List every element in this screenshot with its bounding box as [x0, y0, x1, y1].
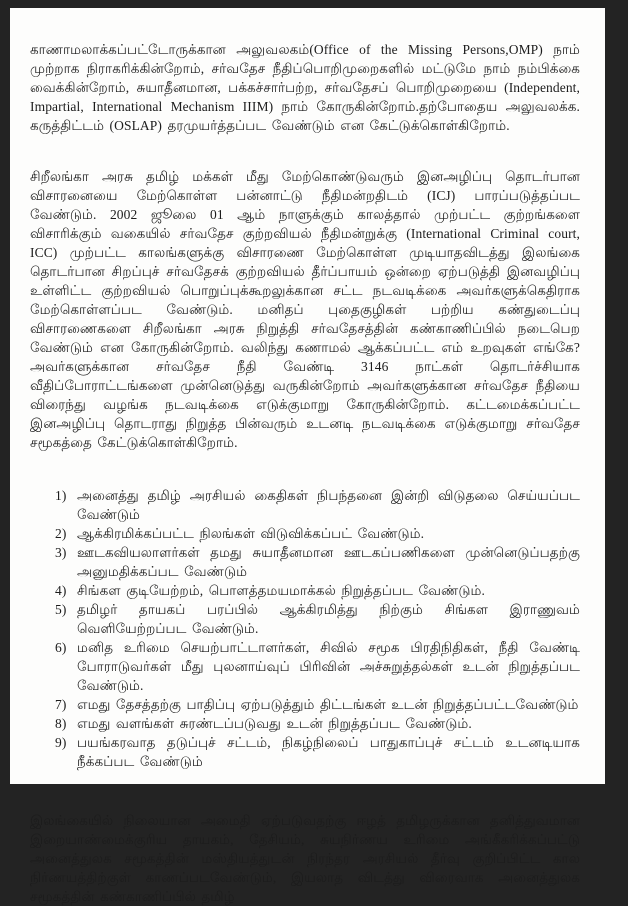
- demand-item-1: அனைத்து தமிழ் அரசியல் கைதிகள் நிபந்தனை இன்றி விடுதலை செய்யப்பட வேண்டும்: [77, 488, 580, 522]
- paragraph-political-solution: இலங்கையில் நிலையான அமைதி ஏற்படுவதற்கு ஈழத் தமிழருக்கான தனித்துவமான இறையாண்மைக்குரிய தாயகம், தேசியம், சுயநிர்ணய உரிமை அங்கீகரிக்கப்பட்டு அனைத்துலக சமூகத்தின் மஸ்தியத்துடன் நிரந்தர அரசியல் தீர்வு குறிப்பிட்ட கால நிர்ணயத்திற்குள் காணப்படவேண்டும், இயலாத விடத்து விரைவாக அனைத்துலக சமூகத்தின் கண்காணிப்பில் தமிழ்: [30, 813, 580, 904]
- demand-item-7: எமது தேசத்தற்கு பாதிப்பு ஏற்படுத்தும் திட்டங்கள் உடன் நிறுத்தப்பட்டவேண்டும்: [77, 697, 579, 712]
- demand-item-9: பயங்கரவாத தடுப்புச் சட்டம், நிகழ்நிலைப் பாதுகாப்புச் சட்டம் உடனடியாக நீக்கப்பட வேண்டும்: [77, 735, 580, 769]
- document-page: [10, 8, 605, 904]
- demand-item-4: சிங்கள குடியேற்றம், பொளத்தமயமாக்கல் நிறுத்தப்பட வேண்டும்.: [77, 583, 485, 598]
- paragraph-omp-rejection: காணாமலாக்கப்பட்டோருக்கான அலுவலகம்(Office of the Missing Persons,OMP) நாம் முற்றாக நிராகரிக்கின்றோம், சர்வதேச நீதிப்பொறிமுறைகளில் மட்டுமே நாம் நம்பிக்கை வைக்கின்றோம், சுயாதீனமான, பக்கச்சார்பற்ற, சர்வதேசப் பொறிமுறையை (Independent, Impartial, International Mechanism IIIM) நாம் கோருகின்றோம்.தற்போதைய அலுவலக்க. கருத்திட்டம் (OSLAP) தரமுயர்த்தப்பட வேண்டும் என கேட்டுக்கொள்கிறோம்.: [30, 42, 580, 133]
- demand-item-5: தமிழர் தாயகப் பரப்பில் ஆக்கிரமித்து நிற்கும் சிங்கள இராணுவம் வெளியேற்றப்பட வேண்டும்.: [77, 602, 580, 636]
- paragraph-icj-icc-demand: சிறீலங்கா அரசு தமிழ் மக்கள் மீது மேற்கொண்டுவரும் இனஅழிப்பு தொடர்பான விசாரனையை மேற்கொள்ள பன்னாட்டு நீதிமன்றதிடம் (ICJ) பாரப்படுத்தப்பட வேண்டும். 2002 ஜூலை 01 ஆம் நாளுக்கும் காலத்தால் முற்பட்ட குற்றங்களை விசாரிக்கும் வகையில் சர்வதேச குற்றவியல் நீதிமன்றுக்கு (International Criminal court, ICC) முற்பட்ட காலங்களுக்கு விசாரணை மேற்கொள்ள முடியாதவிடத்து இலங்கை தொடர்பான சிறப்புச் சர்வதேசக் குற்றவியல் தீர்ப்பாயம் ஒன்றை ஏற்படுத்தி இனவழிப்பு உள்ளிட்ட குற்றவியல் பொறுப்புக்கூறலுக்கான சட்ட நடவடிக்கை அவர்களுக்கெதிராக மேற்கொள்ளப்பட வேண்டும். மனிதப் புதைகுழிகள் பற்றிய கண்துடைப்பு விசாரணைகளை சிறீலங்கா அரசு நிறுத்தி சர்வதேசத்தின் கண்காணிப்பில் நடைபெற வேண்டும் என கோருகின்றோம். வலிந்து கணாமல் ஆக்கப்பட்ட எம் உறவுகள் எங்கே? அவர்களுக்கான சர்வதேச நீதி வேண்டி 3146 நாட்கள் தொடர்ச்சியாக வீதிப்போராட்டங்களை முன்னெடுத்து வருகின்றோம் அவர்களுக்கான சர்வதேச நீதியை விரைந்து வழங்க நடவடிக்கை எடுக்குமாறு கோருகின்றோம். கட்டமைக்கப்பட்ட இனஅழிப்பு தொடராது நிறுத்த பின்வரும் உடனடி நடவடிக்கை எடுக்குமாறு சர்வதேச சமூகத்தை கேட்டுக்கொள்கிறோம்.: [30, 169, 580, 450]
- demand-item-3: ஊடகவியலாளர்கள் தமது சுயாதீனமான ஊடகப்பணிகளை முன்னெடுப்பதற்கு அனுமதிக்கப்பட வேண்டும்: [77, 545, 580, 579]
- demand-list: [30, 486, 580, 771]
- demand-item-8: எமது வளங்கள் சுரண்டப்படுவது உடன் நிறுத்தப்பட வேண்டும்.: [77, 716, 472, 731]
- demand-item-2: ஆக்கிரமிக்கப்பட்ட நிலங்கள் விடுவிக்கப்பட் வேண்டும்.: [77, 526, 425, 541]
- demand-item-6: மனித உரிமை செயற்பாட்டாளர்கள், சிவில் சமூக பிரதிநிதிகள், நீதி வேண்டி போராடுவர்கள் மீது புலனாய்வுப் பிரிவின் அச்சுறுத்தல்கள் உடன் நிறுத்தப்பட வேண்டும்.: [77, 640, 580, 693]
